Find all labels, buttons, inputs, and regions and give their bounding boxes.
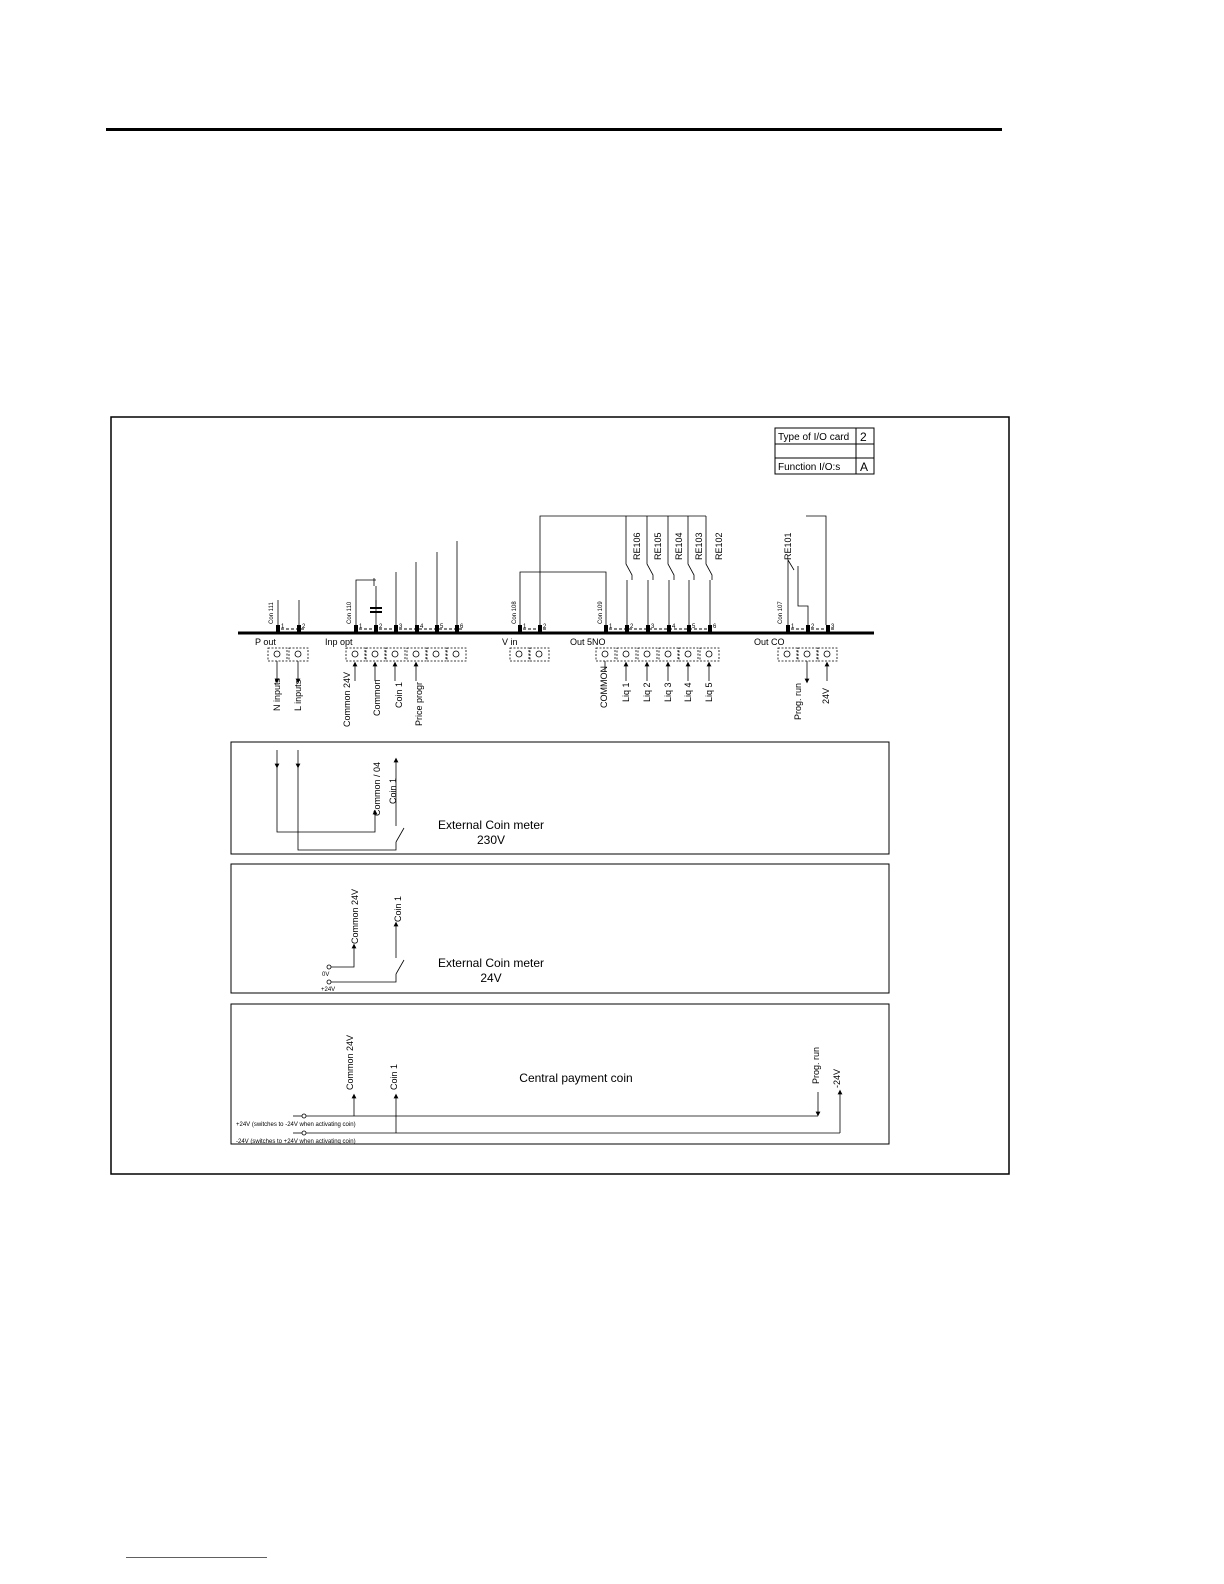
relay-re106-label: RE106 bbox=[632, 532, 642, 560]
panel3-line2-note: -24V (switches to +24V when activating coin) bbox=[236, 1139, 356, 1145]
panel3-coin-label: Coin 1 bbox=[389, 1063, 399, 1090]
label-price-progr: Price progr bbox=[414, 681, 424, 726]
label-l-inputs: L inputs bbox=[293, 679, 303, 711]
pin-number: 5 bbox=[440, 624, 444, 630]
panel1-title-line1: External Coin meter bbox=[437, 818, 545, 832]
connector-id-107: Con 107 bbox=[778, 601, 784, 624]
label-common: Common bbox=[372, 679, 382, 716]
relay-re105-label: RE105 bbox=[653, 532, 663, 560]
terminal-blocks bbox=[268, 648, 837, 661]
panel3-minus24v-label: -24V bbox=[832, 1068, 842, 1088]
panel3-prog-label: Prog. run bbox=[811, 1046, 821, 1084]
info-table bbox=[775, 428, 874, 474]
panel1-title-line2: 230V bbox=[476, 833, 506, 847]
pin-number: 6 bbox=[713, 624, 717, 630]
panel2-plus24v-label: +24V bbox=[321, 987, 336, 993]
connector-id-110: Con 110 bbox=[347, 601, 353, 624]
pin-number: 1 bbox=[609, 624, 613, 630]
pin-number: 2 bbox=[811, 624, 815, 630]
panel-coin-meter-24v bbox=[231, 864, 889, 993]
label-liq-3: Liq 3 bbox=[663, 682, 673, 702]
pin-number: 1 bbox=[791, 624, 795, 630]
label-liq-4: Liq 4 bbox=[683, 682, 693, 702]
panel2-title-line2: 24V bbox=[480, 971, 502, 985]
function-ios-value: A bbox=[860, 460, 869, 474]
panel3-common-label: Common 24V bbox=[345, 1034, 355, 1090]
pin-number: 1 bbox=[359, 624, 363, 630]
connector-name-p-out: P out bbox=[255, 637, 276, 647]
panel1-coin-label: Coin 1 bbox=[388, 777, 398, 804]
connector-id-108: Con 108 bbox=[512, 601, 518, 624]
connector-id-111: Con 111 bbox=[269, 602, 275, 624]
label-common-out: COMMON bbox=[599, 666, 609, 708]
panel2-common-label: Common 24V bbox=[350, 888, 360, 944]
pin-number: 2 bbox=[379, 624, 383, 630]
pin-number: 4 bbox=[672, 624, 676, 630]
connector-id-109: Con 109 bbox=[598, 601, 604, 624]
io-card-type-value: 2 bbox=[860, 430, 867, 444]
relay-re101-label: RE101 bbox=[783, 532, 793, 560]
label-coin-1: Coin 1 bbox=[394, 681, 404, 708]
label-liq-5: Liq 5 bbox=[704, 682, 714, 702]
panel2-title-line1: External Coin meter bbox=[437, 956, 545, 970]
connector-name-inp-opt: Inp opt bbox=[325, 637, 353, 647]
terminal-arrows bbox=[277, 661, 827, 681]
label-liq-1: Liq 1 bbox=[621, 682, 631, 702]
pin-number: 1 bbox=[281, 624, 285, 630]
pin-number: 3 bbox=[399, 624, 403, 630]
panel3-title: Central payment coin bbox=[519, 1071, 633, 1085]
connector-name-out-5no: Out 5NO bbox=[570, 637, 606, 647]
label-common-24v: Common 24V bbox=[342, 671, 352, 727]
pin-number: 4 bbox=[420, 624, 424, 630]
pin-number: 2 bbox=[630, 624, 634, 630]
panel3-line1-note: +24V (switches to -24V when activating coin) bbox=[236, 1122, 356, 1128]
panel-coin-meter-230v bbox=[231, 742, 889, 854]
upper-wiring bbox=[278, 516, 826, 625]
pin-number: 2 bbox=[543, 624, 547, 630]
terminal-screws bbox=[274, 651, 830, 657]
relay-re102-label: RE102 bbox=[714, 532, 724, 560]
io-card-type-label: Type of I/O card bbox=[778, 432, 850, 443]
relay-re103-label: RE103 bbox=[694, 532, 704, 560]
pin-number: 3 bbox=[651, 624, 655, 630]
connector-name-out-co: Out CO bbox=[754, 637, 785, 647]
panel2-coin-label: Coin 1 bbox=[393, 895, 403, 922]
panel1-common-label: Common / 04 bbox=[372, 761, 382, 816]
pin-number: 1 bbox=[523, 624, 527, 630]
function-ios-label: Function I/O:s bbox=[778, 462, 841, 473]
label-prog-run: Prog. run bbox=[793, 682, 803, 720]
connector-name-v-in: V in bbox=[502, 637, 518, 647]
pin-number: 6 bbox=[460, 624, 464, 630]
pin-number: 5 bbox=[692, 624, 696, 630]
footer-link-underline bbox=[126, 1557, 267, 1558]
label-24v: 24V bbox=[821, 687, 831, 704]
panel-central-payment bbox=[231, 1004, 889, 1145]
pin-number: 2 bbox=[302, 624, 306, 630]
label-liq-2: Liq 2 bbox=[642, 682, 652, 702]
relay-re104-label: RE104 bbox=[674, 532, 684, 560]
panel2-0v-label: 0V bbox=[322, 972, 330, 978]
pin-number: 3 bbox=[831, 624, 835, 630]
label-n-inputs: N inputs bbox=[272, 677, 282, 711]
diagram-frame bbox=[111, 417, 1009, 1174]
